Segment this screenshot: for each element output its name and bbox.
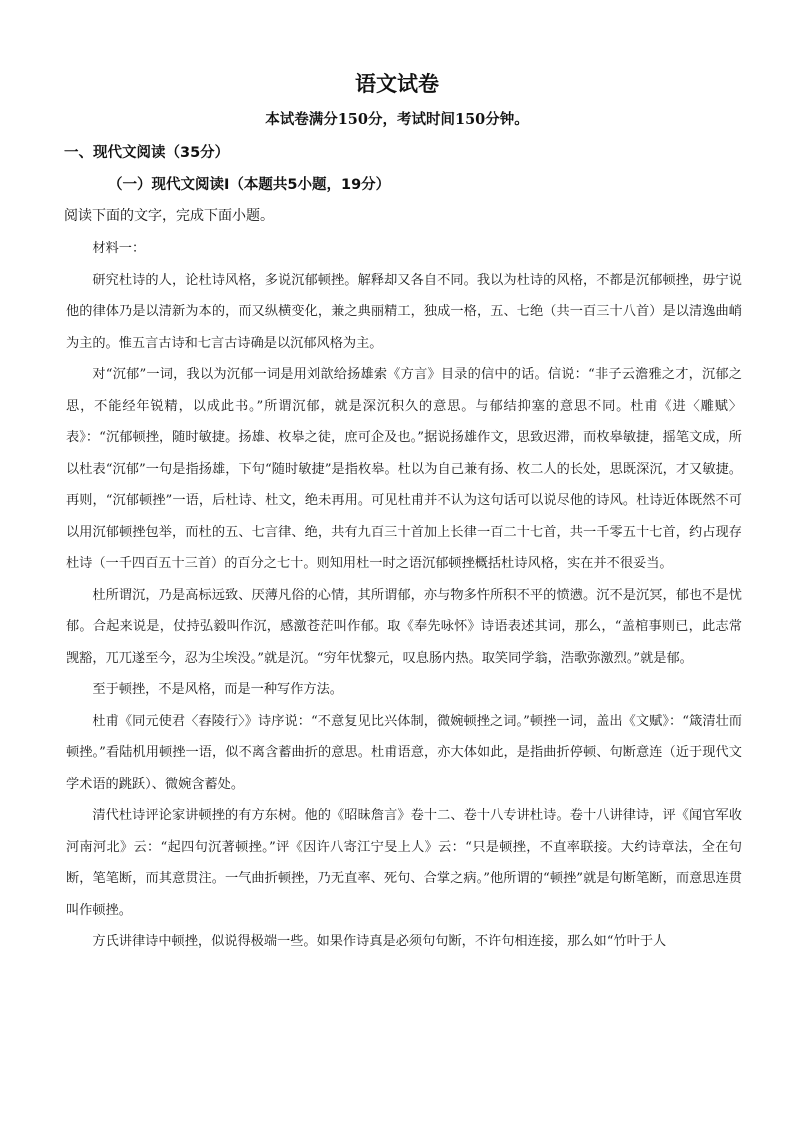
subsection-heading: （一）现代文阅读Ⅰ（本题共5小题，19分） <box>108 177 391 193</box>
paragraph: 杜所谓沉，乃是高标远致、厌薄凡俗的心情，其所谓郁，亦与物多忤所积不平的愤懑。沉不是沉冥，郁也不是忧郁。合起来说是，仗持弘毅叫作沉，感激苍茫叫作郁。取《奉先咏怀》诗语表述其词，那么，“盖棺事则已，此志常觊豁，兀兀遂至今，忍为尘埃没。”就是沉。“穷年忧黎元，叹息肠内热。取笑同学翁，浩歌弥激烈。”就是郁。 <box>66 587 742 666</box>
paragraph: 至于顿挫，不是风格，而是一种写作方法。 <box>92 682 343 697</box>
exam-subtitle: 本试卷满分150分，考试时间150分钟。 <box>265 111 529 128</box>
section-heading: 一、现代文阅读（35分） <box>64 145 230 161</box>
exam-title: 语文试卷 <box>355 72 439 96</box>
paragraph: 清代杜诗评论家讲顿挫的有方东树。他的《昭昧詹言》卷十二、卷十八专讲杜诗。卷十八讲律诗，评《闻官军收河南河北》云：“起四句沉著顿挫。”评《因许八寄江宁旻上人》云：“只是顿挫，不直率联接。大约诗章法，全在句断，笔笔断，而其意贯注。一气曲折顿挫，乃无直率、死句、合掌之病。”他所谓的“顿挫”就是句断笔断，而意思连贯叫作顿挫。 <box>66 808 742 918</box>
paragraph: 方氏讲律诗中顿挫，似说得极端一些。如果作诗真是必须句句断，不许句相连接，那么如“竹叶于人 <box>92 934 667 949</box>
paragraph: 对“沉郁”一词，我以为沉郁一词是用刘歆给扬雄索《方言》目录的信中的话。信说：“非子云澹雅之才，沉郁之思，不能经年锐精，以成此书。”所谓沉郁，就是深沉积久的意思。与郁结抑塞的意思不同。杜甫《进〈雕赋〉表》：“沉郁顿挫，随时敏捷。扬雄、枚皋之徒，庶可企及也。”据说扬雄作文，思致迟滞，而枚皋敏捷，摇笔文成，所以杜表“沉郁”一句是指扬雄，下句“随时敏捷”是指枚皋。杜以为自己兼有扬、枚二人的长处，思既深沉，才又敏捷。再则，“沉郁顿挫”一语，后杜诗、杜文，绝未再用。可见杜甫并不认为这句话可以说尽他的诗风。杜诗近体既然不可以用沉郁顿挫包举，而杜的五、七言律、绝，共有九百三十首加上长律一百二十七首，共一千零五十七首，约占现存杜诗（一千四百五十三首）的百分之七十。则知用杜一时之语沉郁顿挫概括杜诗风格，实在并不很妥当。 <box>66 367 742 571</box>
paragraph: 杜甫《同元使君〈舂陵行〉》诗序说：“不意复见比兴体制，微婉顿挫之词。”顿挫一词，盖出《文赋》：“箴清壮而顿挫。”看陆机用顿挫一语，似不离含蓄曲折的意思。杜甫语意，亦大体如此，是指曲折停顿、句断意连（近于现代文学术语的跳跃）、微婉含蓄处。 <box>66 713 742 792</box>
paragraph-material-label: 材料一： <box>92 241 146 256</box>
reading-passage <box>66 233 742 958</box>
reading-instruction: 阅读下面的文字，完成下面小题。 <box>64 208 274 224</box>
paragraph: 研究杜诗的人，论杜诗风格，多说沉郁顿挫。解释却又各自不同。我以为杜诗的风格，不都是沉郁顿挫，毋宁说他的律体乃是以清新为本的，而又纵横变化，兼之典丽精工，独成一格，五、七绝（共一百三十八首）是以清逸曲峭为主的。惟五言古诗和七言古诗确是以沉郁风格为主。 <box>66 272 742 351</box>
